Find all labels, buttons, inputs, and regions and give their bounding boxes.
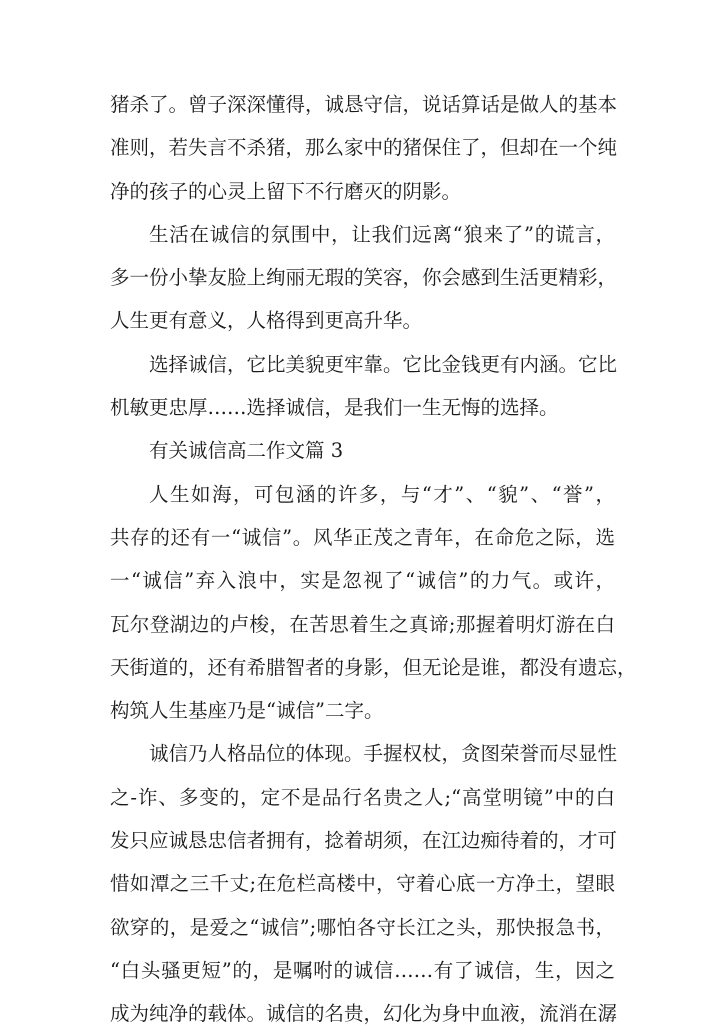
text-line: 净的孩子的心灵上留下不行磨灭的阴影。: [110, 179, 462, 203]
text-line: 人生如海，可包涵的许多，与“才”、“貌”、“誉”，: [149, 482, 615, 506]
text-line: 瓦尔登湖边的卢梭，在苦思着生之真谛;那握着明灯游在白: [110, 612, 615, 636]
text-line: 发只应诚恳忠信者拥有，捻着胡须，在江边痴待着的，才可: [110, 829, 618, 853]
text-line: 生活在诚信的氛围中，让我们远离“狼来了”的谎言，: [149, 222, 615, 246]
text-line: 惜如潭之三千丈;在危栏高楼中，守着心底一方净土，望眼: [110, 872, 615, 896]
text-line: 构筑人生基座乃是“诚信”二字。: [110, 699, 384, 723]
text-line: 多一份小挚友脸上绚丽无瑕的笑容，你会感到生活更精彩，: [110, 266, 618, 290]
text-line: 天街道的，还有希腊智者的身影，但无论是谁，都没有遗忘，: [110, 655, 637, 679]
text-line: 一“诚信”弃入浪中，实是忽视了“诚信”的力气。或许，: [110, 569, 615, 593]
body-text: [110, 83, 637, 1036]
text-line: 选择诚信，它比美貌更牢靠。它比金钱更有内涵。它比: [149, 352, 618, 376]
text-line: 准则，若失言不杀猪，那么家中的猪保住了，但却在一个纯: [110, 136, 618, 160]
section-heading: 有关诚信高二作文篇 3: [149, 439, 344, 463]
text-line: 欲穿的，是爱之“诚信”;哪怕各守长江之头，那快报急书，: [110, 915, 615, 939]
text-line: 共存的还有一“诚信”。风华正茂之青年，在命危之际，选: [110, 525, 615, 549]
text-line: 人生更有意义，人格得到更高升华。: [110, 309, 423, 333]
text-line: “白头骚更短”的，是嘱咐的诚信……有了诚信，生，因之: [110, 958, 615, 982]
text-line: 猪杀了。曾子深深懂得，诚恳守信，说话算话是做人的基本: [110, 93, 618, 116]
text-line: 之-诈、多变的，定不是品行名贵之人;“高堂明镜”中的白: [110, 785, 615, 809]
text-line: 机敏更忠厚……选择诚信，是我们一生无悔的选择。: [110, 396, 559, 420]
text-line: 成为纯净的载体。诚信的名贵，幻化为身中血液，流消在潺: [110, 1002, 618, 1026]
text-line: 诚信乃人格品位的体现。手握权杖，贪图荣誉而尽显性: [149, 742, 618, 766]
